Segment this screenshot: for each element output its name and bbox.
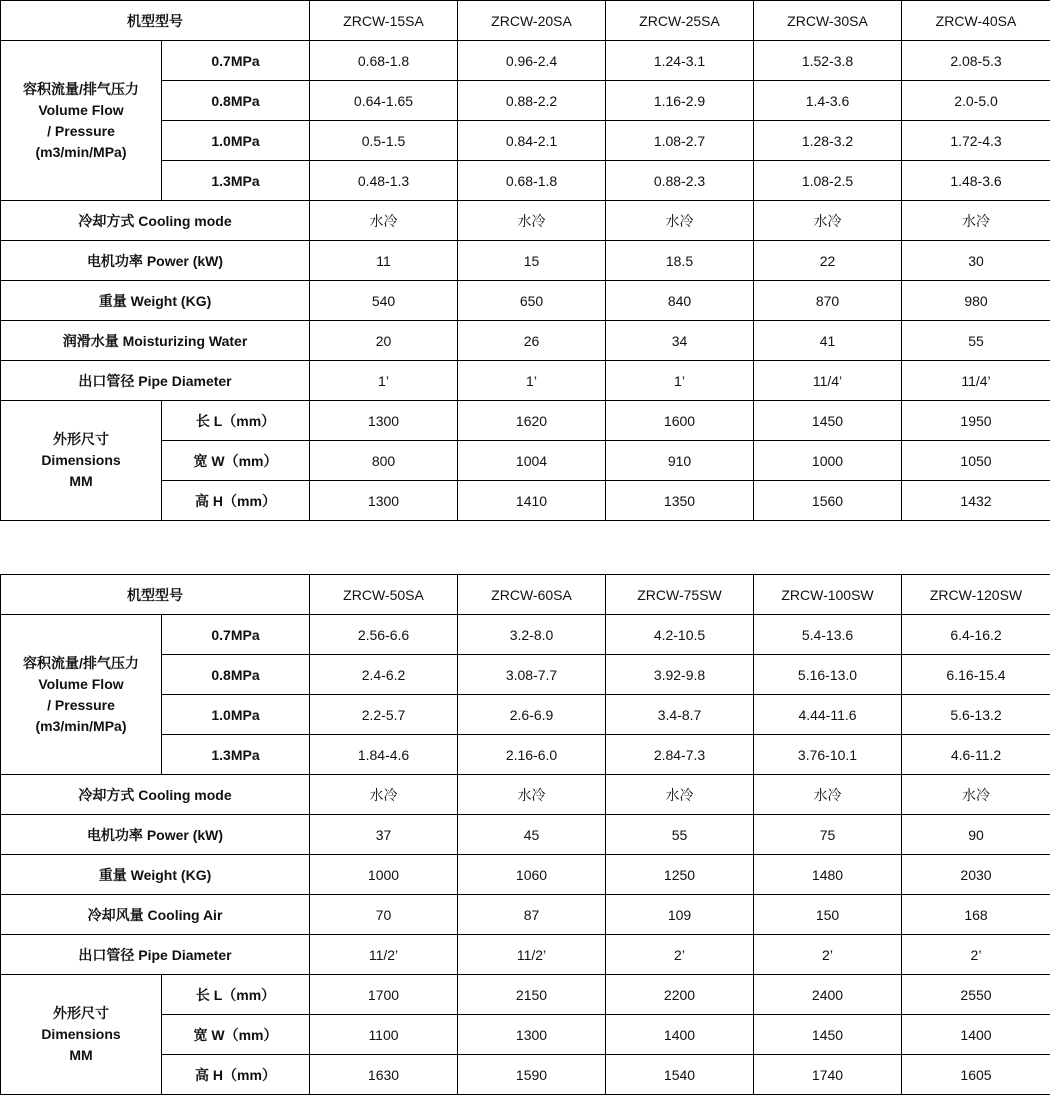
spec-label: 出口管径 Pipe Diameter xyxy=(1,935,310,975)
table-cell: 1540 xyxy=(606,1055,754,1095)
dimension-row xyxy=(1,975,1050,1015)
table-cell: 1.08-2.7 xyxy=(606,121,754,161)
table-cell: 0.88-2.3 xyxy=(606,161,754,201)
pressure-label: 1.3MPa xyxy=(162,161,310,201)
model-header-label: 机型型号 xyxy=(1,575,310,615)
flow-row xyxy=(1,615,1050,655)
table-cell: 1590 xyxy=(458,1055,606,1095)
pressure-label: 0.8MPa xyxy=(162,655,310,695)
spec-row xyxy=(1,321,1050,361)
spec-row xyxy=(1,935,1050,975)
table-cell: 1300 xyxy=(310,481,458,521)
spec-label: 重量 Weight (KG) xyxy=(1,281,310,321)
model-name: ZRCW-30SA xyxy=(754,1,902,41)
spec-row xyxy=(1,361,1050,401)
table-cell: 11 xyxy=(310,241,458,281)
table-cell: 45 xyxy=(458,815,606,855)
table-cell: 1480 xyxy=(754,855,902,895)
spec-label: 润滑水量 Moisturizing Water xyxy=(1,321,310,361)
table-cell: 1250 xyxy=(606,855,754,895)
table-cell: 2.56-6.6 xyxy=(310,615,458,655)
table-cell: 1.08-2.5 xyxy=(754,161,902,201)
dimension-label: 长 L（mm） xyxy=(162,975,310,1015)
spec-label: 冷却方式 Cooling mode xyxy=(1,201,310,241)
dimension-group-label: 外形尺寸 Dimensions MM xyxy=(1,401,162,521)
table-cell: 1.52-3.8 xyxy=(754,41,902,81)
table-cell: 1400 xyxy=(902,1015,1050,1055)
table-cell: 2’ xyxy=(606,935,754,975)
table-cell: 1004 xyxy=(458,441,606,481)
table-cell: 980 xyxy=(902,281,1050,321)
table-cell: 1950 xyxy=(902,401,1050,441)
table-cell: 1432 xyxy=(902,481,1050,521)
model-name: ZRCW-25SA xyxy=(606,1,754,41)
flow-group-label: 容积流量/排气压力 Volume Flow / Pressure (m3/min/MPa) xyxy=(1,41,162,201)
table-cell: 6.16-15.4 xyxy=(902,655,1050,695)
model-name: ZRCW-50SA xyxy=(310,575,458,615)
table-cell: 2.84-7.3 xyxy=(606,735,754,775)
table-cell: 水冷 xyxy=(310,201,458,241)
table-cell: 4.2-10.5 xyxy=(606,615,754,655)
table-cell: 2.16-6.0 xyxy=(458,735,606,775)
table-cell: 2’ xyxy=(754,935,902,975)
spec-label: 冷却方式 Cooling mode xyxy=(1,775,310,815)
table-cell: 1’ xyxy=(310,361,458,401)
table-cell: 15 xyxy=(458,241,606,281)
table-cell: 5.6-13.2 xyxy=(902,695,1050,735)
model-header-label: 机型型号 xyxy=(1,1,310,41)
table-cell: 540 xyxy=(310,281,458,321)
table-cell: 870 xyxy=(754,281,902,321)
spec-table-1 xyxy=(0,0,1050,521)
table-cell: 水冷 xyxy=(458,775,606,815)
table-cell: 2.0-5.0 xyxy=(902,81,1050,121)
pressure-label: 1.0MPa xyxy=(162,121,310,161)
model-header-row xyxy=(1,1,1050,41)
table-cell: 30 xyxy=(902,241,1050,281)
table-cell: 1560 xyxy=(754,481,902,521)
dimension-label: 高 H（mm） xyxy=(162,1055,310,1095)
table-cell: 5.16-13.0 xyxy=(754,655,902,695)
table-cell: 2200 xyxy=(606,975,754,1015)
table-cell: 1.84-4.6 xyxy=(310,735,458,775)
table-cell: 1.24-3.1 xyxy=(606,41,754,81)
dimension-label: 宽 W（mm） xyxy=(162,1015,310,1055)
spec-label: 重量 Weight (KG) xyxy=(1,855,310,895)
dimension-label: 宽 W（mm） xyxy=(162,441,310,481)
table-cell: 18.5 xyxy=(606,241,754,281)
model-name: ZRCW-60SA xyxy=(458,575,606,615)
pressure-label: 1.3MPa xyxy=(162,735,310,775)
table-cell: 840 xyxy=(606,281,754,321)
table-cell: 650 xyxy=(458,281,606,321)
spec-label: 出口管径 Pipe Diameter xyxy=(1,361,310,401)
table-cell: 37 xyxy=(310,815,458,855)
table-cell: 0.96-2.4 xyxy=(458,41,606,81)
table-cell: 109 xyxy=(606,895,754,935)
table-cell: 0.64-1.65 xyxy=(310,81,458,121)
table-cell: 3.4-8.7 xyxy=(606,695,754,735)
table-cell: 1400 xyxy=(606,1015,754,1055)
table-cell: 1450 xyxy=(754,401,902,441)
table-cell: 1050 xyxy=(902,441,1050,481)
table-cell: 1100 xyxy=(310,1015,458,1055)
pressure-label: 0.8MPa xyxy=(162,81,310,121)
table-cell: 0.5-1.5 xyxy=(310,121,458,161)
table-cell: 2.4-6.2 xyxy=(310,655,458,695)
table-cell: 4.6-11.2 xyxy=(902,735,1050,775)
table-cell: 1630 xyxy=(310,1055,458,1095)
table-cell: 1’ xyxy=(458,361,606,401)
table-cell: 11/2’ xyxy=(310,935,458,975)
table-cell: 4.44-11.6 xyxy=(754,695,902,735)
spec-label: 冷却风量 Cooling Air xyxy=(1,895,310,935)
table-cell: 水冷 xyxy=(458,201,606,241)
table-cell: 1350 xyxy=(606,481,754,521)
table-cell: 2’ xyxy=(902,935,1050,975)
table-cell: 水冷 xyxy=(902,775,1050,815)
table-cell: 55 xyxy=(902,321,1050,361)
table-cell: 2150 xyxy=(458,975,606,1015)
table-cell: 20 xyxy=(310,321,458,361)
table-cell: 2030 xyxy=(902,855,1050,895)
table-cell: 1.48-3.6 xyxy=(902,161,1050,201)
table-cell: 水冷 xyxy=(754,201,902,241)
pressure-label: 0.7MPa xyxy=(162,41,310,81)
model-name: ZRCW-40SA xyxy=(902,1,1050,41)
spec-row xyxy=(1,775,1050,815)
dimension-group-label: 外形尺寸 Dimensions MM xyxy=(1,975,162,1095)
table-cell: 0.68-1.8 xyxy=(310,41,458,81)
table-cell: 2400 xyxy=(754,975,902,1015)
spec-label: 电机功率 Power (kW) xyxy=(1,241,310,281)
table-cell: 34 xyxy=(606,321,754,361)
table-cell: 26 xyxy=(458,321,606,361)
model-name: ZRCW-120SW xyxy=(902,575,1050,615)
table-cell: 1.72-4.3 xyxy=(902,121,1050,161)
table-cell: 0.84-2.1 xyxy=(458,121,606,161)
table-cell: 55 xyxy=(606,815,754,855)
table-cell: 水冷 xyxy=(902,201,1050,241)
table-cell: 水冷 xyxy=(754,775,902,815)
table-cell: 41 xyxy=(754,321,902,361)
spec-row xyxy=(1,855,1050,895)
spec-label: 电机功率 Power (kW) xyxy=(1,815,310,855)
table-cell: 75 xyxy=(754,815,902,855)
flow-row xyxy=(1,41,1050,81)
flow-group-label: 容积流量/排气压力 Volume Flow / Pressure (m3/min/MPa) xyxy=(1,615,162,775)
model-name: ZRCW-15SA xyxy=(310,1,458,41)
table-cell: 1300 xyxy=(458,1015,606,1055)
table-cell: 1.4-3.6 xyxy=(754,81,902,121)
table-cell: 3.92-9.8 xyxy=(606,655,754,695)
table-cell: 22 xyxy=(754,241,902,281)
table-cell: 90 xyxy=(902,815,1050,855)
table-cell: 800 xyxy=(310,441,458,481)
model-name: ZRCW-75SW xyxy=(606,575,754,615)
spec-row xyxy=(1,895,1050,935)
table-cell: 1450 xyxy=(754,1015,902,1055)
spec-table-2 xyxy=(0,574,1050,1095)
spec-row xyxy=(1,241,1050,281)
table-cell: 1.28-3.2 xyxy=(754,121,902,161)
table-cell: 水冷 xyxy=(606,201,754,241)
table-cell: 3.76-10.1 xyxy=(754,735,902,775)
spec-row xyxy=(1,815,1050,855)
table-cell: 0.68-1.8 xyxy=(458,161,606,201)
table-cell: 3.2-8.0 xyxy=(458,615,606,655)
table-cell: 6.4-16.2 xyxy=(902,615,1050,655)
table-cell: 87 xyxy=(458,895,606,935)
table-cell: 1’ xyxy=(606,361,754,401)
table-cell: 0.48-1.3 xyxy=(310,161,458,201)
table-cell: 0.88-2.2 xyxy=(458,81,606,121)
table-cell: 1410 xyxy=(458,481,606,521)
table-cell: 水冷 xyxy=(310,775,458,815)
table-cell: 1700 xyxy=(310,975,458,1015)
table-cell: 150 xyxy=(754,895,902,935)
table-cell: 2.08-5.3 xyxy=(902,41,1050,81)
table-cell: 5.4-13.6 xyxy=(754,615,902,655)
table-cell: 2.6-6.9 xyxy=(458,695,606,735)
table-cell: 1000 xyxy=(310,855,458,895)
table-cell: 1.16-2.9 xyxy=(606,81,754,121)
table-cell: 1000 xyxy=(754,441,902,481)
dimension-label: 高 H（mm） xyxy=(162,481,310,521)
table-cell: 2.2-5.7 xyxy=(310,695,458,735)
table-cell: 1740 xyxy=(754,1055,902,1095)
table-cell: 1620 xyxy=(458,401,606,441)
spec-row xyxy=(1,281,1050,321)
table-cell: 11/2’ xyxy=(458,935,606,975)
table-cell: 1605 xyxy=(902,1055,1050,1095)
table-cell: 3.08-7.7 xyxy=(458,655,606,695)
dimension-row xyxy=(1,401,1050,441)
dimension-label: 长 L（mm） xyxy=(162,401,310,441)
table-cell: 11/4’ xyxy=(754,361,902,401)
table-cell: 2550 xyxy=(902,975,1050,1015)
model-header-row xyxy=(1,575,1050,615)
model-name: ZRCW-20SA xyxy=(458,1,606,41)
table-cell: 910 xyxy=(606,441,754,481)
pressure-label: 0.7MPa xyxy=(162,615,310,655)
pressure-label: 1.0MPa xyxy=(162,695,310,735)
table-cell: 1300 xyxy=(310,401,458,441)
table-cell: 1060 xyxy=(458,855,606,895)
table-cell: 1600 xyxy=(606,401,754,441)
table-cell: 11/4’ xyxy=(902,361,1050,401)
table-cell: 水冷 xyxy=(606,775,754,815)
table-cell: 168 xyxy=(902,895,1050,935)
table-cell: 70 xyxy=(310,895,458,935)
spec-row xyxy=(1,201,1050,241)
model-name: ZRCW-100SW xyxy=(754,575,902,615)
